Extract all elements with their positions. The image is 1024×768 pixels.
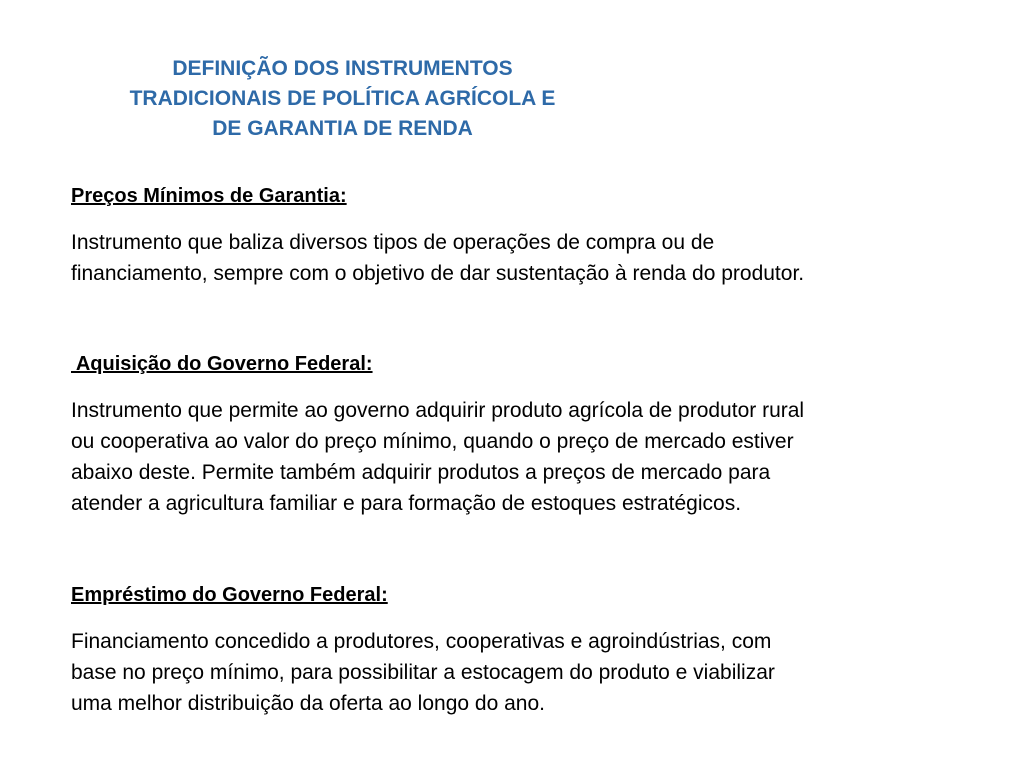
title-line: DE GARANTIA DE RENDA	[212, 117, 473, 140]
section-heading-aquisicao: Aquisição do Governo Federal:	[71, 353, 373, 375]
body-line: base no preço mínimo, para possibilitar a estocagem do produto e viabilizar	[71, 661, 775, 684]
body-line: Instrumento que permite ao governo adquirir produto agrícola de produtor rural	[71, 399, 805, 422]
body-line: uma melhor distribuição da oferta ao longo do ano.	[71, 692, 545, 715]
section-heading-emprestimo: Empréstimo do Governo Federal:	[71, 584, 388, 606]
body-line: abaixo deste. Permite também adquirir produtos a preços de mercado para	[71, 461, 771, 484]
body-line: financiamento, sempre com o objetivo de dar sustentação à renda do produtor.	[71, 262, 805, 285]
section-body-aquisicao	[71, 395, 1001, 519]
title-line: TRADICIONAIS DE POLÍTICA AGRÍCOLA E	[129, 87, 556, 110]
title-line: DEFINIÇÃO DOS INSTRUMENTOS	[172, 57, 513, 80]
body-line: Instrumento que baliza diversos tipos de operações de compra ou de	[71, 231, 715, 254]
body-line: Financiamento concedido a produtores, cooperativas e agroindústrias, com	[71, 630, 772, 653]
body-line: ou cooperativa ao valor do preço mínimo, quando o preço de mercado estiver	[71, 430, 794, 453]
slide-title	[60, 54, 625, 144]
section-body-emprestimo	[71, 626, 1001, 719]
section-heading-precos-minimos: Preços Mínimos de Garantia:	[71, 185, 347, 207]
body-line: atender a agricultura familiar e para formação de estoques estratégicos.	[71, 492, 742, 515]
section-body-precos-minimos	[71, 227, 1001, 289]
